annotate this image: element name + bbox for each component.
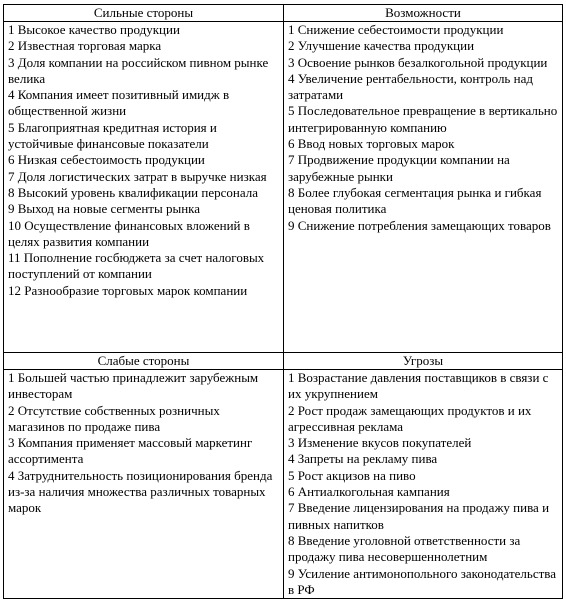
list-item: 8 Высокий уровень квалификации персонала <box>8 184 258 200</box>
threats-list <box>288 370 558 598</box>
weaknesses-cell <box>4 370 284 599</box>
list-item: 5 Последовательное превращение в вертикально интегрированную компанию <box>288 103 558 135</box>
list-item: 6 Ввод новых торговых марок <box>288 136 455 152</box>
list-item: 9 Снижение потребления замещающих товаров <box>288 217 551 233</box>
list-item: 3 Освоение рынков безалкогольной продукции <box>288 54 548 70</box>
list-item: 11 Пополнение госбюджета за счет налоговых поступлений от компании <box>8 250 265 282</box>
threats-cell <box>284 370 563 599</box>
list-item: 10 Осуществление финансовых вложений в целях развития компании <box>8 217 250 249</box>
weaknesses-header: Слабые стороны <box>4 353 284 370</box>
list-item: 4 Затруднительность позиционирования бренда из-за наличия множества различных товарных марок <box>8 467 273 516</box>
list-item: 3 Доля компании на российском пивном рынке велика <box>8 54 269 86</box>
list-item: 9 Выход на новые сегменты рынка <box>8 201 201 217</box>
list-item: 2 Улучшение качества продукции <box>288 38 475 54</box>
opportunities-header: Возможности <box>284 5 563 22</box>
list-item: 2 Отсутствие собственных розничных магазинов по продаже пива <box>8 402 220 434</box>
swot-table <box>3 4 563 599</box>
strengths-header: Сильные стороны <box>4 5 284 22</box>
list-item: 4 Увеличение рентабельности, контроль над затратами <box>288 70 533 103</box>
list-item: 2 Известная торговая марка <box>8 38 162 54</box>
list-item: 7 Введение лицензирования на продажу пива и пивных напитков <box>288 500 550 532</box>
list-item: 5 Рост акцизов на пиво <box>288 467 416 483</box>
strengths-list <box>8 22 279 299</box>
strengths-cell <box>4 22 284 353</box>
list-item: 6 Низкая себестоимость продукции <box>8 152 205 168</box>
list-item: 6 Антиалкогольная кампания <box>288 484 450 500</box>
list-item: 1 Высокое качество продукции <box>8 22 180 37</box>
list-item: 1 Возрастание давления поставщиков в связи с их укрупнением <box>288 370 549 402</box>
swot-body-row-bottom <box>4 370 563 599</box>
list-item: 8 Более глубокая сегментация рынка и гибкая ценовая политика <box>288 184 542 217</box>
list-item: 12 Разнообразие торговых марок компании <box>8 282 248 298</box>
list-item: 4 Запреты на рекламу пива <box>288 451 438 467</box>
swot-header-row-bottom <box>4 353 563 370</box>
list-item: 8 Введение уголовной ответственности за продажу пива несовершеннолетним <box>288 532 521 565</box>
list-item: 3 Компания применяет массовый маркетинг ассортимента <box>8 435 253 467</box>
list-item: 1 Большей частью принадлежит зарубежным инвесторам <box>8 370 259 402</box>
list-item: 4 Компания имеет позитивный имидж в общественной жизни <box>8 87 230 119</box>
swot-header-row-top <box>4 5 563 22</box>
list-item: 5 Благоприятная кредитная история и устойчивые финансовые показатели <box>8 119 217 152</box>
list-item: 3 Изменение вкусов покупателей <box>288 435 472 451</box>
opportunities-list <box>288 22 558 234</box>
threats-header: Угрозы <box>284 353 563 370</box>
list-item: 7 Продвижение продукции компании на зарубежные рынки <box>288 152 510 184</box>
opportunities-cell <box>284 22 563 353</box>
list-item: 7 Доля логистических затрат в выручке низкая <box>8 168 267 184</box>
list-item: 1 Снижение себестоимости продукции <box>288 22 504 37</box>
weaknesses-list <box>8 370 279 517</box>
swot-body-row-top <box>4 22 563 353</box>
list-item: 2 Рост продаж замещающих продуктов и их агрессивная реклама <box>288 402 532 434</box>
list-item: 9 Усиление антимонопольного законодательства в РФ <box>288 565 557 597</box>
